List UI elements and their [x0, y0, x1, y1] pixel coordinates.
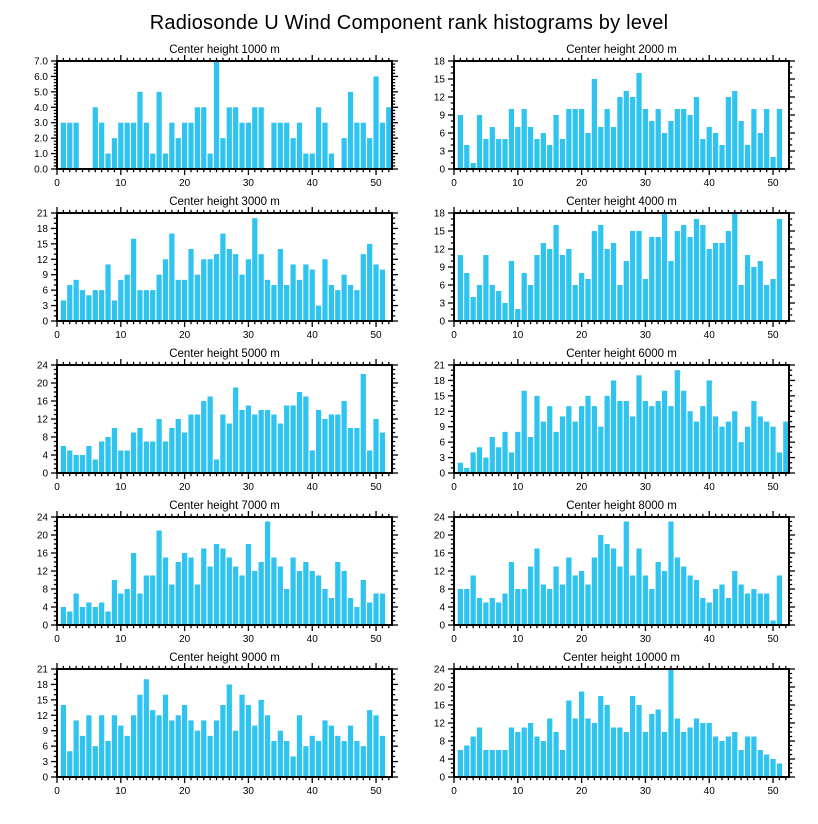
y-tick-label: 16	[36, 396, 48, 408]
y-tick-label: 16	[433, 548, 445, 560]
y-tick-label: 15	[433, 74, 445, 86]
x-tick-label: 0	[54, 786, 60, 797]
y-tick-label: 12	[433, 406, 445, 418]
x-tick-label: 30	[639, 178, 651, 189]
y-tick-label: 15	[36, 695, 48, 707]
x-tick-label: 50	[370, 482, 382, 493]
y-tick-label: 18	[433, 56, 445, 68]
y-tick-label: 4	[42, 450, 48, 462]
y-tick-label: 9	[439, 110, 445, 122]
x-tick-label: 40	[703, 178, 715, 189]
x-tick-label: 10	[115, 330, 127, 341]
bars-group	[61, 218, 385, 321]
y-tick-label: 3	[439, 453, 445, 465]
x-tick-label: 0	[54, 178, 60, 189]
y-tick-label: 3	[439, 146, 445, 158]
y-tick-label: 15	[433, 226, 445, 238]
y-tick-label: 0	[42, 468, 48, 480]
y-tick-label: 0	[42, 620, 48, 632]
x-tick-label: 0	[54, 330, 60, 341]
histogram-center-height-4000-m	[409, 193, 806, 345]
y-tick-label: 0	[439, 620, 445, 632]
histogram-center-height-3000-m	[12, 193, 409, 345]
x-tick-label: 40	[306, 330, 318, 341]
y-tick-label: 12	[433, 244, 445, 256]
y-tick-label: 24	[36, 360, 48, 372]
y-tick-label: 3.0	[34, 118, 48, 130]
y-tick-label: 20	[36, 530, 48, 542]
chart-cell-center-height-2000-m	[409, 41, 806, 193]
y-tick-label: 4	[42, 602, 48, 614]
y-tick-label: 15	[433, 391, 445, 403]
y-tick-label: 12	[36, 254, 48, 266]
y-tick-label: 2.0	[34, 133, 48, 145]
chart-cell-center-height-1000-m	[12, 41, 409, 193]
y-tick-label: 3	[42, 757, 48, 769]
x-tick-label: 20	[576, 178, 588, 189]
subplot-title: Center height 7000 m	[169, 500, 280, 512]
y-tick-label: 20	[433, 530, 445, 542]
bars-group	[61, 374, 385, 473]
histogram-center-height-2000-m	[409, 41, 806, 193]
y-tick-label: 12	[433, 566, 445, 578]
chart-cell-center-height-6000-m	[409, 345, 806, 497]
y-tick-label: 12	[36, 566, 48, 578]
x-tick-label: 30	[639, 786, 651, 797]
chart-cell-center-height-3000-m	[12, 193, 409, 345]
x-tick-label: 20	[576, 634, 588, 645]
histogram-center-height-5000-m	[12, 345, 409, 497]
y-tick-label: 0	[439, 772, 445, 784]
y-tick-label: 18	[36, 679, 48, 691]
x-tick-label: 50	[767, 482, 779, 493]
y-tick-label: 0	[439, 468, 445, 480]
bars-group	[458, 213, 782, 321]
x-tick-label: 50	[370, 178, 382, 189]
y-tick-label: 3	[42, 301, 48, 313]
x-tick-label: 10	[115, 178, 127, 189]
x-tick-label: 50	[767, 786, 779, 797]
chart-cell-center-height-5000-m	[12, 345, 409, 497]
x-tick-label: 40	[306, 178, 318, 189]
x-tick-label: 30	[639, 634, 651, 645]
x-tick-label: 50	[767, 330, 779, 341]
x-tick-label: 30	[242, 786, 254, 797]
x-tick-label: 0	[451, 634, 457, 645]
x-tick-label: 10	[512, 482, 524, 493]
y-tick-label: 6	[439, 128, 445, 140]
x-tick-label: 10	[512, 786, 524, 797]
x-tick-label: 50	[767, 178, 779, 189]
x-tick-label: 20	[179, 178, 191, 189]
histogram-center-height-10000-m	[409, 649, 806, 801]
y-tick-label: 7.0	[34, 56, 48, 68]
x-tick-label: 30	[639, 330, 651, 341]
y-tick-label: 9	[439, 262, 445, 274]
x-tick-label: 10	[115, 634, 127, 645]
bars-group	[61, 679, 385, 777]
y-tick-label: 12	[36, 710, 48, 722]
x-tick-label: 40	[703, 482, 715, 493]
y-tick-label: 0	[42, 316, 48, 328]
x-tick-label: 20	[576, 786, 588, 797]
x-tick-label: 40	[306, 634, 318, 645]
x-tick-label: 10	[115, 786, 127, 797]
x-tick-label: 30	[242, 482, 254, 493]
x-tick-label: 0	[451, 482, 457, 493]
y-tick-label: 6.0	[34, 71, 48, 83]
y-tick-label: 4	[439, 754, 445, 766]
x-tick-label: 40	[703, 634, 715, 645]
x-tick-label: 10	[512, 178, 524, 189]
y-tick-label: 5.0	[34, 87, 48, 99]
x-tick-label: 40	[306, 482, 318, 493]
y-tick-label: 8	[439, 736, 445, 748]
subplot-title: Center height 5000 m	[169, 348, 280, 360]
x-tick-label: 0	[54, 634, 60, 645]
bars-group	[458, 669, 782, 777]
x-tick-label: 30	[242, 634, 254, 645]
y-tick-label: 9	[42, 726, 48, 738]
y-tick-label: 8	[439, 584, 445, 596]
x-tick-label: 40	[703, 786, 715, 797]
y-tick-label: 4	[439, 602, 445, 614]
chart-cell-center-height-8000-m	[409, 497, 806, 649]
y-tick-label: 9	[439, 422, 445, 434]
x-tick-label: 30	[242, 330, 254, 341]
subplot-title: Center height 1000 m	[169, 44, 280, 56]
x-tick-label: 40	[306, 786, 318, 797]
y-tick-label: 24	[433, 512, 445, 524]
y-tick-label: 18	[36, 223, 48, 235]
x-tick-label: 10	[512, 634, 524, 645]
subplot-title: Center height 9000 m	[169, 652, 280, 664]
x-tick-label: 0	[451, 330, 457, 341]
y-tick-label: 0	[439, 164, 445, 176]
x-tick-label: 30	[639, 482, 651, 493]
x-tick-label: 10	[115, 482, 127, 493]
bars-group	[61, 61, 392, 169]
x-tick-label: 50	[370, 330, 382, 341]
histogram-center-height-7000-m	[12, 497, 409, 649]
y-tick-label: 12	[36, 414, 48, 426]
y-tick-label: 21	[36, 664, 48, 676]
y-tick-label: 16	[36, 548, 48, 560]
y-tick-label: 20	[36, 378, 48, 390]
x-tick-label: 20	[179, 482, 191, 493]
y-tick-label: 3	[439, 298, 445, 310]
y-tick-label: 12	[433, 92, 445, 104]
y-tick-label: 0.0	[34, 164, 48, 176]
y-tick-label: 24	[36, 512, 48, 524]
chart-cell-center-height-9000-m	[12, 649, 409, 801]
histogram-center-height-1000-m	[12, 41, 409, 193]
y-tick-label: 0	[439, 316, 445, 328]
subplot-title: Center height 2000 m	[566, 44, 677, 56]
y-tick-label: 1.0	[34, 149, 48, 161]
x-tick-label: 50	[370, 634, 382, 645]
bars-group	[458, 73, 782, 169]
subplot-title: Center height 4000 m	[566, 196, 677, 208]
chart-cell-center-height-4000-m	[409, 193, 806, 345]
x-tick-label: 40	[703, 330, 715, 341]
histogram-center-height-9000-m	[12, 649, 409, 801]
y-tick-label: 9	[42, 270, 48, 282]
charts-grid	[0, 41, 818, 801]
y-tick-label: 15	[36, 239, 48, 251]
x-tick-label: 50	[370, 786, 382, 797]
y-tick-label: 4.0	[34, 102, 48, 114]
y-tick-label: 16	[433, 700, 445, 712]
x-tick-label: 10	[512, 330, 524, 341]
histogram-center-height-8000-m	[409, 497, 806, 649]
chart-cell-center-height-10000-m	[409, 649, 806, 801]
x-tick-label: 20	[179, 634, 191, 645]
subplot-title: Center height 8000 m	[566, 500, 677, 512]
y-tick-label: 6	[439, 437, 445, 449]
x-tick-label: 50	[767, 634, 779, 645]
x-tick-label: 20	[179, 330, 191, 341]
y-tick-label: 12	[433, 718, 445, 730]
bars-group	[458, 522, 782, 626]
y-tick-label: 6	[42, 741, 48, 753]
x-tick-label: 20	[576, 330, 588, 341]
histogram-center-height-6000-m	[409, 345, 806, 497]
x-tick-label: 20	[179, 786, 191, 797]
x-tick-label: 0	[54, 482, 60, 493]
subplot-title: Center height 10000 m	[563, 652, 680, 664]
chart-cell-center-height-7000-m	[12, 497, 409, 649]
y-tick-label: 8	[42, 584, 48, 596]
y-tick-label: 6	[42, 285, 48, 297]
x-tick-label: 0	[451, 178, 457, 189]
page-title: Radiosonde U Wind Component rank histograms by level	[149, 12, 669, 34]
y-tick-label: 21	[433, 360, 445, 372]
y-tick-label: 21	[36, 208, 48, 220]
y-tick-label: 0	[42, 772, 48, 784]
y-tick-label: 8	[42, 432, 48, 444]
subplot-title: Center height 3000 m	[169, 196, 280, 208]
y-tick-label: 20	[433, 682, 445, 694]
y-tick-label: 18	[433, 375, 445, 387]
y-tick-label: 18	[433, 208, 445, 220]
x-tick-label: 30	[242, 178, 254, 189]
y-tick-label: 6	[439, 280, 445, 292]
y-tick-label: 24	[433, 664, 445, 676]
x-tick-label: 0	[451, 786, 457, 797]
bars-group	[61, 522, 385, 626]
bars-group	[458, 370, 789, 473]
subplot-title: Center height 6000 m	[566, 348, 677, 360]
x-tick-label: 20	[576, 482, 588, 493]
